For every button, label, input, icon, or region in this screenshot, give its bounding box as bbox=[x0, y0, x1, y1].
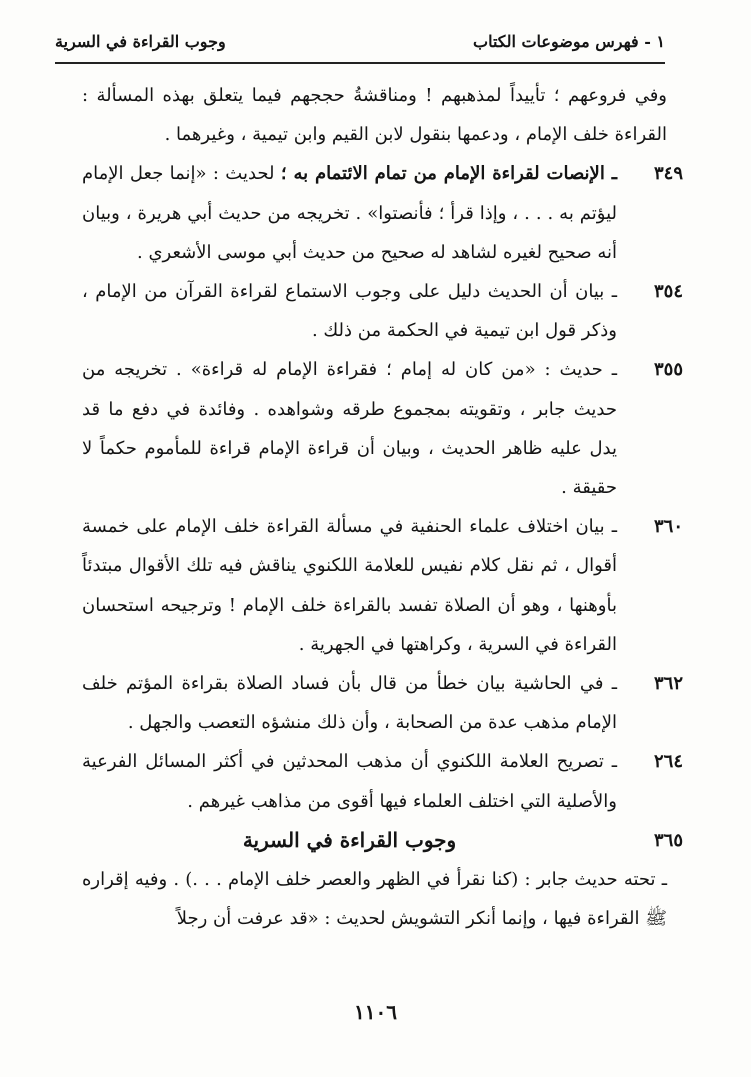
index-entry bbox=[82, 664, 683, 742]
index-entry bbox=[82, 350, 683, 507]
entry-page-number: ٣٥٤ bbox=[653, 281, 683, 303]
index-entry bbox=[82, 742, 683, 820]
entry-page-number: ٣٤٩ bbox=[653, 163, 683, 185]
entry-page-number: ٣٦٠ bbox=[653, 516, 683, 538]
section-page-number: ٣٦٥ bbox=[653, 829, 683, 851]
index-body bbox=[82, 76, 683, 938]
entry-text: ـ بيان اختلاف علماء الحنفية في مسألة القراءة خلف الإمام على خمسة أقوال ، ثم نقل كلام نفيس للعلامة اللكنوي يناقش فيه تلك الأقوال مبتدئاً بأوهنها ، وهو أن الصلاة تفسد بالقراءة خلف الإمام ! وترجيحه استحسان القراءة في السرية ، وكراهتها في الجهرية . bbox=[82, 516, 617, 655]
intro-paragraph: وفي فروعهم ؛ تأييداً لمذهبهم ! ومناقشةُ حججهم فيما يتعلق بهذه المسألة : القراءة خلف الإمام ، ودعمها بنقول لابن القيم وابن تيمية ، وغيرهما . bbox=[82, 85, 667, 146]
entry-bold-lead: ـ الإنصات لقراءة الإمام من تمام الائتمام به ؛ bbox=[280, 163, 617, 185]
entry-text: ـ حديث : «من كان له إمام ؛ فقراءة الإمام له قراءة» . تخريجه من حديث جابر ، وتقويته بمجموع طرقه وشواهده . وفائدة في دفع ما قد يدل عليه ظاهر الحديث ، وبيان أن قراءة الإمام قراءة للمأموم حكماً لا حقيقة . bbox=[82, 359, 617, 499]
entry-page-number: ٢٦٤ bbox=[653, 751, 683, 773]
index-entry bbox=[82, 507, 683, 664]
section-heading-entry bbox=[82, 821, 683, 860]
index-entry bbox=[82, 272, 683, 350]
section-heading: وجوب القراءة في السرية bbox=[242, 827, 457, 852]
entry-page-number: ٣٥٥ bbox=[653, 359, 683, 381]
running-header bbox=[55, 24, 665, 64]
header-section-title: وجوب القراءة في السرية bbox=[55, 32, 226, 51]
entry-page-number: ٣٦٢ bbox=[653, 673, 683, 695]
entry-text bbox=[82, 154, 617, 272]
header-chapter-title: ١ - فهرس موضوعات الكتاب bbox=[473, 32, 665, 51]
entry-text: ـ تصريح العلامة اللكنوي أن مذهب المحدثين في أكثر المسائل الفرعية والأصلية التي اختلف العلماء فيها أقوى من مذاهب غيرهم . bbox=[82, 751, 617, 812]
closing-paragraph: ـ تحته حديث جابر : (كنا نقرأ في الظهر والعصر خلف الإمام . . .) . وفيه إقراره ﷺ القراءة فيها ، وإنما أنكر التشويش لحديث : «قد عرفت أن رجلاً bbox=[82, 869, 667, 930]
page-number: ١١٠٦ bbox=[354, 1000, 397, 1024]
entry-body: لحديث : «إنما جعل الإمام ليؤتم به . . . ، وإذا قرأ ؛ فأنصتوا» . تخريجه من حديث أبي هريرة ، وبيان أنه صحيح لغيره لشاهد له صحيح من حديث أبي موسى الأشعري . bbox=[82, 163, 617, 263]
entry-text: ـ في الحاشية بيان خطأ من قال بأن فساد الصلاة بقراءة المؤتم خلف الإمام مذهب عدة من الصحابة ، وأن ذلك منشؤه التعصب والجهل . bbox=[82, 673, 617, 734]
entry-text: ـ بيان أن الحديث دليل على وجوب الاستماع لقراءة القرآن من الإمام ، وذكر قول ابن تيمية في الحكمة من ذلك . bbox=[82, 281, 617, 342]
index-entry bbox=[82, 154, 683, 272]
